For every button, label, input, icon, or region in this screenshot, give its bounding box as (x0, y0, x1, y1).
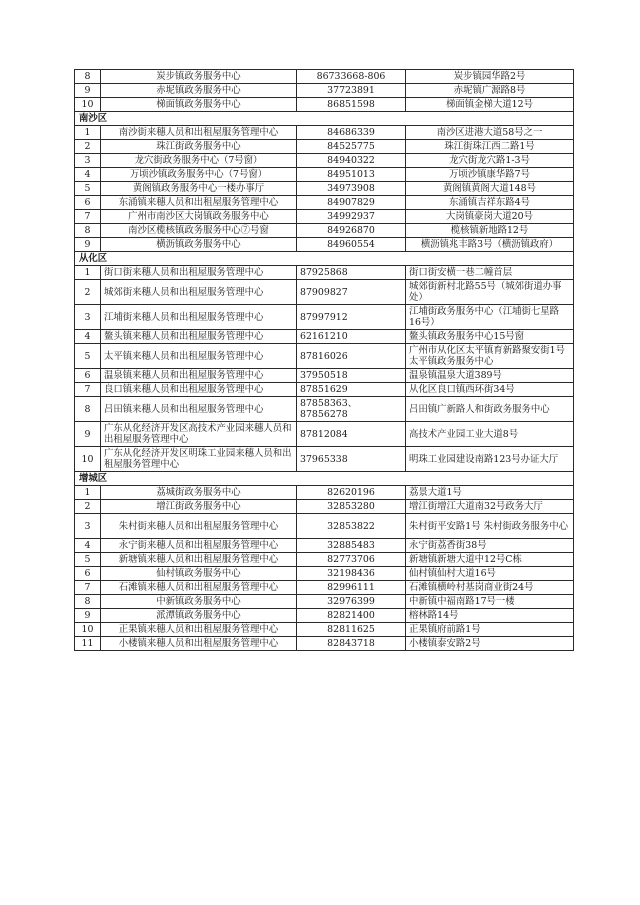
cell-address: 温泉镇温泉大道389号 (406, 369, 574, 383)
cell-num: 1 (75, 266, 101, 280)
table-row (75, 168, 574, 182)
cell-phone: 87816026 (297, 344, 406, 369)
cell-phone: 87812084 (297, 422, 406, 447)
cell-name: 派潭镇政务服务中心 (101, 609, 297, 623)
cell-address: 江埔街政务服务中心（江埔街七星路16号） (406, 305, 574, 330)
cell-address: 小楼镇泰安路2号 (406, 637, 574, 651)
cell-phone: 84686339 (297, 126, 406, 140)
cell-num: 4 (75, 168, 101, 182)
cell-phone: 32976399 (297, 595, 406, 609)
cell-phone: 84907829 (297, 196, 406, 210)
cell-num: 9 (75, 84, 101, 98)
cell-phone: 84960554 (297, 238, 406, 252)
table-row (75, 514, 574, 539)
cell-num: 8 (75, 397, 101, 422)
cell-num: 2 (75, 140, 101, 154)
section-header-row (75, 472, 574, 486)
cell-address: 榕林路14号 (406, 609, 574, 623)
table-row (75, 98, 574, 112)
cell-name: 梯面镇政务服务中心 (101, 98, 297, 112)
cell-num: 5 (75, 344, 101, 369)
cell-name: 万顷沙镇政务服务中心（7号窗） (101, 168, 297, 182)
cell-num: 9 (75, 238, 101, 252)
table-row (75, 447, 574, 472)
cell-num: 4 (75, 330, 101, 344)
cell-name: 炭步镇政务服务中心 (101, 70, 297, 84)
cell-address: 正果镇府前路1号 (406, 623, 574, 637)
cell-name: 广东从化经济开发区明珠工业园来穗人员和出租屋服务管理中心 (101, 447, 297, 472)
table-row (75, 238, 574, 252)
table-row (75, 196, 574, 210)
section-title: 南沙区 (75, 112, 574, 126)
table-row (75, 154, 574, 168)
cell-num: 1 (75, 126, 101, 140)
cell-address: 龙穴街龙穴路1-3号 (406, 154, 574, 168)
cell-phone: 82843718 (297, 637, 406, 651)
cell-num: 6 (75, 567, 101, 581)
cell-address: 永宁街荔香街38号 (406, 539, 574, 553)
section-header-row (75, 252, 574, 266)
cell-name: 南沙街来穗人员和出租屋服务管理中心 (101, 126, 297, 140)
cell-name: 小楼镇来穗人员和出租屋服务管理中心 (101, 637, 297, 651)
cell-address: 南沙区进港大道58号之一 (406, 126, 574, 140)
section-title: 从化区 (75, 252, 574, 266)
cell-address: 中新镇中福南路17号一楼 (406, 595, 574, 609)
cell-name: 黄阁镇政务服务中心一楼办事厅 (101, 182, 297, 196)
table-row (75, 486, 574, 500)
cell-phone: 82811625 (297, 623, 406, 637)
cell-address: 石滩镇横岭村基岗商业街24号 (406, 581, 574, 595)
cell-address: 高技术产业园工业大道8号 (406, 422, 574, 447)
table-row (75, 140, 574, 154)
cell-num: 4 (75, 539, 101, 553)
cell-phone: 32885483 (297, 539, 406, 553)
cell-phone: 82821400 (297, 609, 406, 623)
cell-name: 街口街来穗人员和出租屋服务管理中心 (101, 266, 297, 280)
cell-address: 增江街增江大道南32号政务大厅 (406, 500, 574, 514)
cell-name: 赤坭镇政务服务中心 (101, 84, 297, 98)
table-row (75, 84, 574, 98)
cell-num: 1 (75, 486, 101, 500)
cell-num: 8 (75, 224, 101, 238)
cell-address: 梯面镇金梯大道12号 (406, 98, 574, 112)
cell-address: 赤坭镇广源路8号 (406, 84, 574, 98)
cell-name: 仙村镇政务服务中心 (101, 567, 297, 581)
table-row (75, 383, 574, 397)
cell-address: 城郊街新村北路55号（城郊街道办事处） (406, 280, 574, 305)
cell-phone: 87851629 (297, 383, 406, 397)
table-row (75, 280, 574, 305)
cell-num: 3 (75, 154, 101, 168)
cell-address: 万顷沙镇康华路7号 (406, 168, 574, 182)
cell-address: 大岗镇豪岗大道20号 (406, 210, 574, 224)
table-row (75, 224, 574, 238)
cell-name: 南沙区榄核镇政务服务中心⑦号窗 (101, 224, 297, 238)
table-row (75, 500, 574, 514)
cell-address: 炭步镇园华路2号 (406, 70, 574, 84)
cell-name: 龙穴街政务服务中心（7号窗） (101, 154, 297, 168)
cell-name: 中新镇政务服务中心 (101, 595, 297, 609)
section-header-row (75, 112, 574, 126)
cell-address: 黄阁镇黄阁大道148号 (406, 182, 574, 196)
cell-name: 永宁街来穗人员和出租屋服务管理中心 (101, 539, 297, 553)
cell-name: 增江街政务服务中心 (101, 500, 297, 514)
cell-phone: 32198436 (297, 567, 406, 581)
cell-address: 街口街安横一巷二幢首层 (406, 266, 574, 280)
cell-num: 8 (75, 70, 101, 84)
cell-num: 3 (75, 305, 101, 330)
cell-address: 吕田镇广新路人和街政务服务中心 (406, 397, 574, 422)
cell-address: 广州市从化区太平镇育新路聚安街1号太平镇政务服务中心 (406, 344, 574, 369)
cell-num: 9 (75, 609, 101, 623)
table-row (75, 397, 574, 422)
cell-phone: 84926870 (297, 224, 406, 238)
cell-phone: 87858363、87856278 (297, 397, 406, 422)
cell-phone: 84951013 (297, 168, 406, 182)
table-body (75, 70, 574, 651)
cell-name: 正果镇来穗人员和出租屋服务管理中心 (101, 623, 297, 637)
cell-name: 横沥镇政务服务中心 (101, 238, 297, 252)
cell-phone: 32853280 (297, 500, 406, 514)
cell-name: 珠江街政务服务中心 (101, 140, 297, 154)
cell-name: 荔城街政务服务中心 (101, 486, 297, 500)
cell-address: 仙村镇仙村大道16号 (406, 567, 574, 581)
cell-address: 明珠工业园建设南路123号办证大厅 (406, 447, 574, 472)
table-row (75, 266, 574, 280)
table-row (75, 369, 574, 383)
cell-address: 荔景大道1号 (406, 486, 574, 500)
cell-num: 10 (75, 98, 101, 112)
cell-phone: 37723891 (297, 84, 406, 98)
cell-num: 6 (75, 369, 101, 383)
cell-num: 7 (75, 581, 101, 595)
cell-address: 从化区良口镇西环街34号 (406, 383, 574, 397)
table-row (75, 305, 574, 330)
cell-name: 良口镇来穗人员和出租屋服务管理中心 (101, 383, 297, 397)
cell-phone: 86851598 (297, 98, 406, 112)
cell-phone: 82773706 (297, 553, 406, 567)
cell-phone: 32853822 (297, 514, 406, 539)
cell-address: 新塘镇新塘大道中12号C栋 (406, 553, 574, 567)
cell-name: 城郊街来穗人员和出租屋服务管理中心 (101, 280, 297, 305)
cell-num: 10 (75, 447, 101, 472)
cell-name: 广州市南沙区大岗镇政务服务中心 (101, 210, 297, 224)
cell-num: 7 (75, 383, 101, 397)
cell-phone: 86733668-806 (297, 70, 406, 84)
table-row (75, 595, 574, 609)
cell-num: 2 (75, 500, 101, 514)
table-row (75, 581, 574, 595)
cell-num: 10 (75, 623, 101, 637)
cell-num: 5 (75, 182, 101, 196)
table-row (75, 553, 574, 567)
table-row (75, 70, 574, 84)
cell-name: 石滩镇来穗人员和出租屋服务管理中心 (101, 581, 297, 595)
cell-phone: 34992937 (297, 210, 406, 224)
cell-phone: 84525775 (297, 140, 406, 154)
cell-phone: 37965338 (297, 447, 406, 472)
cell-phone: 84940322 (297, 154, 406, 168)
service-center-table (74, 69, 574, 651)
table-row (75, 210, 574, 224)
cell-num: 8 (75, 595, 101, 609)
table-row (75, 567, 574, 581)
table-row (75, 330, 574, 344)
cell-phone: 34973908 (297, 182, 406, 196)
cell-num: 5 (75, 553, 101, 567)
cell-address: 横沥镇兆丰路3号（横沥镇政府） (406, 238, 574, 252)
cell-num: 9 (75, 422, 101, 447)
cell-phone: 82996111 (297, 581, 406, 595)
cell-name: 新塘镇来穗人员和出租屋服务管理中心 (101, 553, 297, 567)
cell-address: 朱村街平安路1号 朱村街政务服务中心 (406, 514, 574, 539)
cell-name: 吕田镇来穗人员和出租屋服务管理中心 (101, 397, 297, 422)
cell-name: 朱村街来穗人员和出租屋服务管理中心 (101, 514, 297, 539)
table-row (75, 344, 574, 369)
table-row (75, 126, 574, 140)
cell-phone: 87909827 (297, 280, 406, 305)
cell-address: 珠江街珠江西二路1号 (406, 140, 574, 154)
cell-num: 7 (75, 210, 101, 224)
cell-address: 鳌头镇政务服务中心15号窗 (406, 330, 574, 344)
cell-name: 广东从化经济开发区高技术产业园来穗人员和出租屋服务管理中心 (101, 422, 297, 447)
section-title: 增城区 (75, 472, 574, 486)
cell-num: 3 (75, 514, 101, 539)
table-row (75, 422, 574, 447)
cell-phone: 62161210 (297, 330, 406, 344)
table-row (75, 623, 574, 637)
cell-phone: 37950518 (297, 369, 406, 383)
cell-num: 2 (75, 280, 101, 305)
table-row (75, 182, 574, 196)
cell-name: 东涌镇来穗人员和出租屋服务管理中心 (101, 196, 297, 210)
cell-num: 11 (75, 637, 101, 651)
cell-name: 鳌头镇来穗人员和出租屋服务管理中心 (101, 330, 297, 344)
table-row (75, 637, 574, 651)
cell-address: 东涌镇吉祥东路4号 (406, 196, 574, 210)
cell-num: 6 (75, 196, 101, 210)
cell-phone: 87925868 (297, 266, 406, 280)
cell-phone: 87997912 (297, 305, 406, 330)
cell-phone: 82620196 (297, 486, 406, 500)
cell-name: 太平镇来穗人员和出租屋服务管理中心 (101, 344, 297, 369)
cell-name: 温泉镇来穗人员和出租屋服务管理中心 (101, 369, 297, 383)
cell-name: 江埔街来穗人员和出租屋服务管理中心 (101, 305, 297, 330)
table-row (75, 539, 574, 553)
table-row (75, 609, 574, 623)
cell-address: 榄核镇新地路12号 (406, 224, 574, 238)
